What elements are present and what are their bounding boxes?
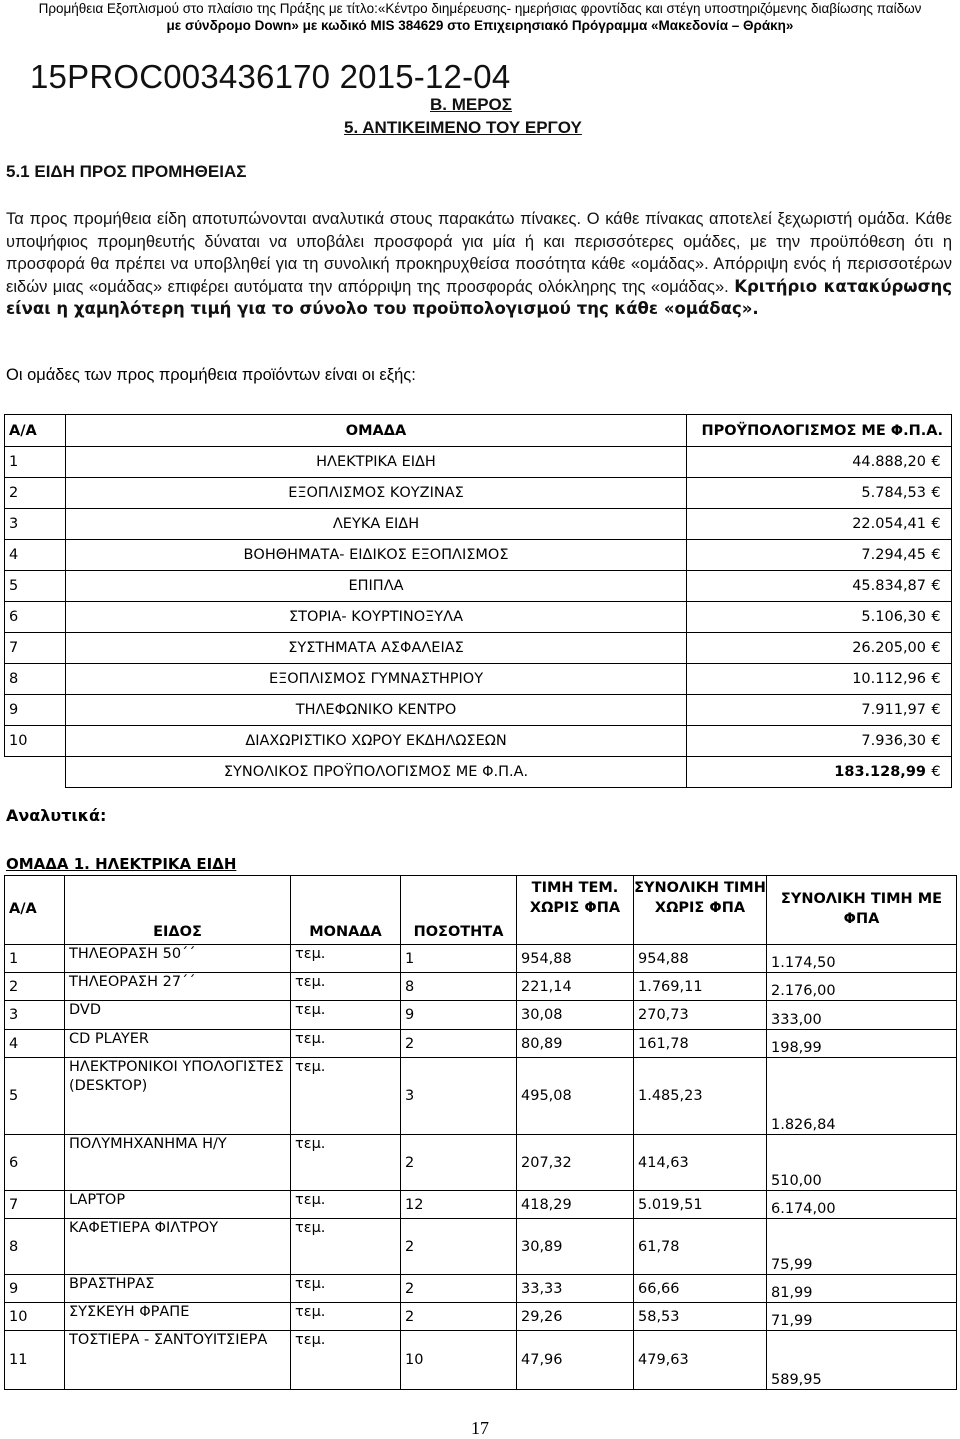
item-quantity: 9	[401, 1001, 517, 1030]
item-unit: τεμ.	[291, 1275, 401, 1303]
item-quantity: 12	[401, 1191, 517, 1219]
item-aa: 3	[5, 1001, 65, 1030]
item-unit-price: 30,89	[517, 1219, 634, 1275]
group-budget-value: 22.054,41	[852, 516, 926, 532]
table-row	[5, 1331, 957, 1390]
item-total-vat: 6.174,00	[767, 1191, 957, 1219]
item-unit: τεμ.	[291, 1030, 401, 1058]
group-name: ΕΞΟΠΛΙΣΜΟΣ ΓΥΜΝΑΣΤΗΡΙΟΥ	[66, 664, 687, 695]
item-quantity: 2	[401, 1030, 517, 1058]
groups-table	[4, 414, 952, 788]
item-unit-price: 80,89	[517, 1030, 634, 1058]
euro-icon: €	[931, 764, 941, 780]
groups-header-aa: Α/Α	[5, 415, 66, 447]
table-row	[5, 540, 952, 571]
group-budget	[687, 602, 952, 633]
intro-paragraph	[6, 208, 952, 321]
item-description: ΤΗΛΕΟΡΑΣΗ 50΄΄	[65, 945, 291, 973]
table-row	[5, 945, 957, 973]
table-row	[5, 509, 952, 540]
table-row	[5, 478, 952, 509]
table-row	[5, 1058, 957, 1135]
item-total-no-vat: 1.769,11	[634, 973, 767, 1001]
group1-items-table	[4, 875, 957, 1390]
analytika-label: Αναλυτικά:	[6, 806, 107, 825]
table-row	[5, 1030, 957, 1058]
header-project-line-1: Προμήθεια Εξοπλισμού στο πλαίσιο της Πράξης με τίτλο:«Κέντρο διημέρευσης- ημερήσιας φροντίδας και στέγη υποστηριζόμενης διαβίωσης παίδων	[38, 1, 922, 16]
item-total-vat: 71,99	[767, 1303, 957, 1331]
item-total-no-vat: 5.019,51	[634, 1191, 767, 1219]
group-aa: 8	[5, 664, 66, 695]
item-description: ΣΥΣΚΕΥΗ ΦΡΑΠΕ	[65, 1303, 291, 1331]
item-aa: 9	[5, 1275, 65, 1303]
items-header-aa: Α/Α	[5, 876, 65, 945]
item-total-no-vat: 161,78	[634, 1030, 767, 1058]
item-aa: 10	[5, 1303, 65, 1331]
groups-intro: Οι ομάδες των προς προμήθεια προϊόντων είναι οι εξής:	[6, 366, 416, 384]
item-total-no-vat: 479,63	[634, 1331, 767, 1390]
items-header-item: ΕΙΔΟΣ	[65, 876, 291, 945]
item-total-vat: 198,99	[767, 1030, 957, 1058]
euro-icon: €	[931, 516, 941, 532]
group-aa: 4	[5, 540, 66, 571]
group-budget-value: 7.911,97	[861, 702, 926, 718]
table-row	[5, 447, 952, 478]
group-budget	[687, 509, 952, 540]
item-total-vat: 75,99	[767, 1219, 957, 1275]
group-budget	[687, 478, 952, 509]
item-total-vat: 81,99	[767, 1275, 957, 1303]
group-name: ΣΥΣΤΗΜΑΤΑ ΑΣΦΑΛΕΙΑΣ	[66, 633, 687, 664]
items-header-qty: ΠΟΣΟΤΗΤΑ	[401, 876, 517, 945]
item-quantity: 2	[401, 1135, 517, 1191]
item-quantity: 8	[401, 973, 517, 1001]
total-empty-cell	[5, 757, 66, 788]
euro-icon: €	[931, 454, 941, 470]
euro-icon: €	[931, 702, 941, 718]
table-row	[5, 1001, 957, 1030]
item-description: LAPTOP	[65, 1191, 291, 1219]
group-budget	[687, 633, 952, 664]
item-unit-price: 495,08	[517, 1058, 634, 1135]
group-budget-value: 10.112,96	[852, 671, 926, 687]
paragraph-normal-text: Τα προς προμήθεια είδη αποτυπώνονται αναλυτικά στους παρακάτω πίνακες. Ο κάθε πίνακας αποτελεί ξεχωριστή ομάδα. Κάθε υποψήφιος προμηθευτής δύναται να υποβάλει προσφορά για μία ή και περισσότερες ομάδες, με την προϋπόθεση ότι η προσφορά θα πρέπει να υποβληθεί για τη συνολική προκηρυχθείσα ποσότητα κάθε «ομάδας». Απόρριψη ενός ή περισσοτέρων ειδών μιας «ομάδας» επιφέρει αυτόματα την απόρριψη της προσφοράς ολόκληρης της «ομάδας».	[6, 210, 952, 296]
page-number: 17	[471, 1418, 489, 1438]
group-budget	[687, 695, 952, 726]
euro-icon: €	[931, 609, 941, 625]
part-title: Β. ΜΕΡΟΣ	[430, 95, 512, 114]
subsection-title: 5.1 ΕΙΔΗ ΠΡΟΣ ΠΡΟΜΗΘΕΙΑΣ	[6, 162, 247, 181]
item-unit: τεμ.	[291, 945, 401, 973]
item-total-no-vat: 414,63	[634, 1135, 767, 1191]
items-header-unit: ΜΟΝΑΔΑ	[291, 876, 401, 945]
item-unit: τεμ.	[291, 1135, 401, 1191]
header-project-line-2: με σύνδρομο Down» με κωδικό MIS 384629 στο Επιχειρησιακό Πρόγραμμα «Μακεδονία – Θράκη»	[166, 18, 794, 33]
group-name: ΒΟΗΘΗΜΑΤΑ- ΕΙΔΙΚΟΣ ΕΞΟΠΛΙΣΜΟΣ	[66, 540, 687, 571]
total-budget-value: 183.128,99	[834, 764, 926, 780]
item-total-no-vat: 66,66	[634, 1275, 767, 1303]
euro-icon: €	[931, 547, 941, 563]
item-total-vat: 2.176,00	[767, 973, 957, 1001]
table-row	[5, 695, 952, 726]
euro-icon: €	[931, 485, 941, 501]
groups-header-group: ΟΜΑΔΑ	[66, 415, 687, 447]
item-quantity: 2	[401, 1219, 517, 1275]
total-label: ΣΥΝΟΛΙΚΟΣ ΠΡΟΫΠΟΛΟΓΙΣΜΟΣ ΜΕ Φ.Π.Α.	[66, 757, 687, 788]
group-aa: 3	[5, 509, 66, 540]
table-row	[5, 1219, 957, 1275]
item-description: ΠΟΛΥΜΗΧΑΝΗΜΑ Η/Υ	[65, 1135, 291, 1191]
item-aa: 7	[5, 1191, 65, 1219]
item-quantity: 2	[401, 1303, 517, 1331]
item-quantity: 10	[401, 1331, 517, 1390]
item-unit: τεμ.	[291, 973, 401, 1001]
items-header-unit-price: ΤΙΜΗ ΤΕΜ. ΧΩΡΙΣ ΦΠΑ	[517, 876, 634, 945]
groups-total-row	[5, 757, 952, 788]
item-unit: τεμ.	[291, 1001, 401, 1030]
item-total-no-vat: 1.485,23	[634, 1058, 767, 1135]
items-header-total-vat: ΣΥΝΟΛΙΚΗ ΤΙΜΗ ΜΕ ΦΠΑ	[767, 876, 957, 945]
item-unit-price: 418,29	[517, 1191, 634, 1219]
item-aa: 1	[5, 945, 65, 973]
group-aa: 9	[5, 695, 66, 726]
paragraph-bold-criterion: Κριτήριο κατακύρωσης είναι η χαμηλότερη τιμή για το σύνολο του προϋπολογισμού της κάθε «ομάδας».	[6, 276, 952, 319]
item-total-no-vat: 270,73	[634, 1001, 767, 1030]
group-aa: 6	[5, 602, 66, 633]
item-unit-price: 954,88	[517, 945, 634, 973]
item-unit: τεμ.	[291, 1219, 401, 1275]
group1-title: ΟΜΑΔΑ 1. ΗΛΕΚΤΡΙΚΑ ΕΙΔΗ	[6, 855, 237, 873]
group-aa: 5	[5, 571, 66, 602]
group-budget	[687, 447, 952, 478]
item-aa: 6	[5, 1135, 65, 1191]
group-budget-value: 5.784,53	[861, 485, 926, 501]
item-total-vat: 1.174,50	[767, 945, 957, 973]
group-name: ΤΗΛΕΦΩΝΙΚΟ ΚΕΝΤΡΟ	[66, 695, 687, 726]
group-budget-value: 44.888,20	[852, 454, 926, 470]
group-name: ΣΤΟΡΙΑ- ΚΟΥΡΤΙΝΟΞΥΛΑ	[66, 602, 687, 633]
item-unit: τεμ.	[291, 1191, 401, 1219]
item-quantity: 2	[401, 1275, 517, 1303]
group-budget	[687, 571, 952, 602]
table-row	[5, 1135, 957, 1191]
item-unit-price: 29,26	[517, 1303, 634, 1331]
table-row	[5, 633, 952, 664]
groups-header-budget: ΠΡΟΫΠΟΛΟΓΙΣΜΟΣ ΜΕ Φ.Π.Α.	[687, 415, 952, 447]
item-total-no-vat: 58,53	[634, 1303, 767, 1331]
group-budget-value: 26.205,00	[852, 640, 926, 656]
table-row	[5, 571, 952, 602]
item-description: ΤΗΛΕΟΡΑΣΗ 27΄΄	[65, 973, 291, 1001]
group-budget-value: 45.834,87	[852, 578, 926, 594]
groups-header-row	[5, 415, 952, 447]
item-aa: 2	[5, 973, 65, 1001]
total-budget	[687, 757, 952, 788]
group-name: ΔΙΑΧΩΡΙΣΤΙΚΟ ΧΩΡΟΥ ΕΚΔΗΛΩΣΕΩΝ	[66, 726, 687, 757]
item-unit-price: 33,33	[517, 1275, 634, 1303]
group-name: ΕΞΟΠΛΙΣΜΟΣ ΚΟΥΖΙΝΑΣ	[66, 478, 687, 509]
item-aa: 11	[5, 1331, 65, 1390]
table-row	[5, 1303, 957, 1331]
item-description: CD PLAYER	[65, 1030, 291, 1058]
items-header-row	[5, 876, 957, 945]
group-budget	[687, 664, 952, 695]
table-row	[5, 973, 957, 1001]
item-total-vat: 333,00	[767, 1001, 957, 1030]
item-total-vat: 510,00	[767, 1135, 957, 1191]
item-unit: τεμ.	[291, 1331, 401, 1390]
item-total-no-vat: 954,88	[634, 945, 767, 973]
item-quantity: 1	[401, 945, 517, 973]
euro-icon: €	[931, 733, 941, 749]
group-budget-value: 5.106,30	[861, 609, 926, 625]
item-description: ΚΑΦΕΤΙΕΡΑ ΦΙΛΤΡΟΥ	[65, 1219, 291, 1275]
item-unit-price: 30,08	[517, 1001, 634, 1030]
group-aa: 10	[5, 726, 66, 757]
item-quantity: 3	[401, 1058, 517, 1135]
group-budget-value: 7.936,30	[861, 733, 926, 749]
group-name: ΗΛΕΚΤΡΙΚΑ ΕΙΔΗ	[66, 447, 687, 478]
reference-code: 15PROC003436170 2015-12-04	[30, 58, 511, 95]
item-aa: 8	[5, 1219, 65, 1275]
table-row	[5, 602, 952, 633]
section-title: 5. ΑΝΤΙΚΕΙΜΕΝΟ ΤΟΥ ΕΡΓΟΥ	[344, 118, 582, 137]
item-aa: 5	[5, 1058, 65, 1135]
group-budget	[687, 540, 952, 571]
items-header-total-no-vat: ΣΥΝΟΛΙΚΗ ΤΙΜΗ ΧΩΡΙΣ ΦΠΑ	[634, 876, 767, 945]
item-total-vat: 589,95	[767, 1331, 957, 1390]
group-aa: 7	[5, 633, 66, 664]
euro-icon: €	[931, 671, 941, 687]
group-aa: 2	[5, 478, 66, 509]
item-unit: τεμ.	[291, 1058, 401, 1135]
item-aa: 4	[5, 1030, 65, 1058]
item-unit-price: 221,14	[517, 973, 634, 1001]
table-row	[5, 664, 952, 695]
item-unit: τεμ.	[291, 1303, 401, 1331]
group-name: ΛΕΥΚΑ ΕΙΔΗ	[66, 509, 687, 540]
item-total-vat: 1.826,84	[767, 1058, 957, 1135]
euro-icon: €	[931, 578, 941, 594]
item-description: ΤΟΣΤΙΕΡΑ - ΣΑΝΤΟΥΙΤΣΙΕΡΑ	[65, 1331, 291, 1390]
item-description: DVD	[65, 1001, 291, 1030]
table-row	[5, 726, 952, 757]
group-aa: 1	[5, 447, 66, 478]
item-unit-price: 47,96	[517, 1331, 634, 1390]
item-description: ΒΡΑΣΤΗΡΑΣ	[65, 1275, 291, 1303]
group-budget	[687, 726, 952, 757]
group-name: ΕΠΙΠΛΑ	[66, 571, 687, 602]
item-unit-price: 207,32	[517, 1135, 634, 1191]
table-row	[5, 1191, 957, 1219]
table-row	[5, 1275, 957, 1303]
item-total-no-vat: 61,78	[634, 1219, 767, 1275]
euro-icon: €	[931, 640, 941, 656]
group-budget-value: 7.294,45	[861, 547, 926, 563]
item-description: ΗΛΕΚΤΡΟΝΙΚΟΙ ΥΠΟΛΟΓΙΣΤΕΣ (DESKTOP)	[65, 1058, 291, 1135]
